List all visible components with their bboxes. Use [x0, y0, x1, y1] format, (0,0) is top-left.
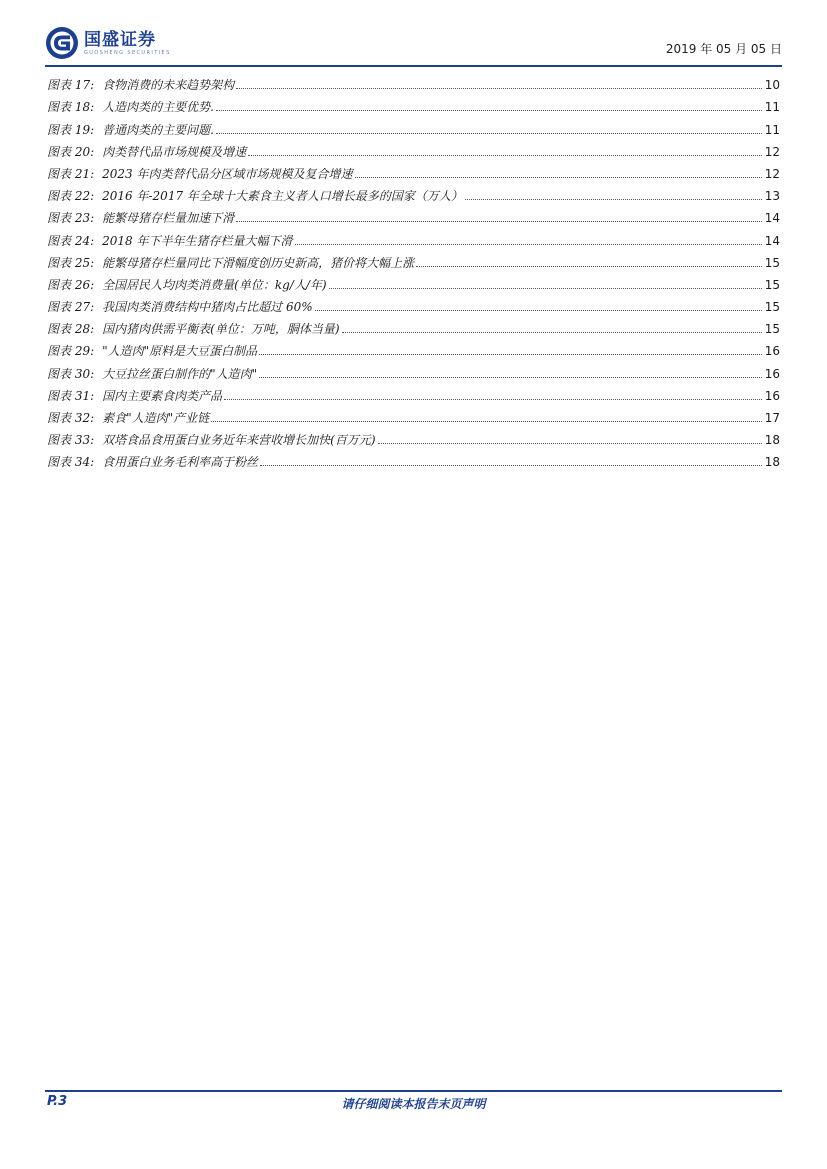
toc-entry[interactable]	[47, 271, 780, 293]
toc-entry-label: 图表 24:	[47, 233, 95, 248]
header-divider	[45, 65, 782, 67]
toc-entry-label: 图表 18:	[47, 100, 95, 115]
toc-entry[interactable]	[47, 71, 780, 93]
toc-entry-page: 11	[764, 100, 780, 115]
toc-entry-title: 能繁母猪存栏量加速下滑	[102, 211, 235, 226]
toc-entry-label: 图表 33:	[47, 433, 95, 448]
disclaimer-note: 请仔细阅读本报告末页声明	[341, 1097, 486, 1111]
toc-entry-title: 2018 年下半年生猪存栏量大幅下滑	[102, 233, 293, 248]
toc-leader-dots	[355, 176, 762, 178]
toc-entry[interactable]	[47, 204, 780, 226]
toc-entry-title: 2016 年-2017 年全球十大素食主义者人口增长最多的国家（万人）	[102, 189, 463, 204]
logo-english-name: GUOSHENG SECURITIES	[84, 49, 171, 56]
logo-chinese-name: 国盛证券	[84, 29, 156, 50]
toc-leader-dots	[216, 132, 762, 134]
report-date: 2019 年 05 月 05 日	[665, 42, 782, 56]
toc-leader-dots	[236, 87, 762, 89]
toc-leader-dots	[211, 420, 762, 422]
toc-entry-title: "人造肉"原料是大豆蛋白制品	[102, 344, 258, 359]
toc-entry-label: 图表 23:	[47, 211, 95, 226]
toc-entry-page: 15	[764, 322, 780, 337]
toc-leader-dots	[295, 243, 762, 245]
toc-entry-title: 我国肉类消费结构中猪肉占比超过 60%	[102, 300, 313, 315]
toc-entry-page: 18	[764, 455, 780, 470]
toc-leader-dots	[315, 309, 762, 311]
toc-entry-title: 肉类替代品市场规模及增速	[102, 144, 247, 159]
toc-entry-label: 图表 32:	[47, 411, 95, 425]
toc-entry-page: 12	[764, 144, 780, 159]
toc-entry-title: 人造肉类的主要优势.	[102, 100, 214, 115]
toc-entry-page: 15	[764, 277, 780, 292]
toc-entry-page: 16	[764, 344, 780, 359]
toc-entry-label: 图表 17:	[47, 78, 95, 93]
guosheng-logo-icon	[45, 26, 79, 60]
toc-entry-page: 12	[764, 166, 780, 181]
toc-entry-title: 双塔食品食用蛋白业务近年来营收增长加快(百万元)	[102, 433, 376, 448]
toc-entry-page: 18	[764, 433, 780, 448]
toc-entry-label: 图表 34:	[47, 455, 95, 470]
toc-entry-label: 图表 31:	[47, 388, 95, 403]
toc-entry-page: 11	[764, 122, 780, 137]
toc-entry-label: 图表 21:	[47, 166, 95, 181]
toc-entry[interactable]	[47, 426, 780, 448]
toc-entry-page: 16	[764, 388, 780, 403]
toc-entry-label: 图表 25:	[47, 255, 95, 270]
toc-entry[interactable]	[47, 293, 780, 315]
toc-entry-title: 素食"人造肉"产业链	[102, 411, 210, 425]
toc-leader-dots	[224, 398, 762, 400]
toc-entry-title: 2023 年肉类替代品分区域市场规模及复合增速	[102, 166, 353, 181]
toc-entry-page: 17	[764, 411, 780, 425]
toc-entry[interactable]	[47, 138, 780, 160]
toc-leader-dots	[342, 331, 762, 333]
toc-leader-dots	[248, 154, 762, 156]
company-logo	[45, 26, 171, 60]
toc-entry-title: 普通肉类的主要问题.	[102, 122, 214, 137]
toc-entry-page: 14	[764, 211, 780, 226]
toc-entry[interactable]	[47, 404, 780, 426]
toc-entry-page: 16	[764, 366, 780, 381]
toc-entry-page: 14	[764, 233, 780, 248]
toc-leader-dots	[216, 109, 762, 111]
toc-entry-label: 图表 20:	[47, 144, 95, 159]
toc-entry-page: 15	[764, 300, 780, 315]
toc-leader-dots	[465, 198, 762, 200]
toc-entry-title: 食物消费的未来趋势架构	[102, 78, 235, 93]
toc-leader-dots	[329, 287, 762, 289]
toc-entry-page: 10	[764, 78, 780, 93]
toc-entry[interactable]	[47, 382, 780, 404]
toc-leader-dots	[378, 442, 762, 444]
footer-divider	[45, 1090, 782, 1092]
toc-entry-title: 全国居民人均肉类消费量(单位：kg/人/年)	[102, 277, 327, 292]
toc-leader-dots	[236, 220, 762, 222]
toc-entry-label: 图表 26:	[47, 277, 95, 292]
toc-entry-label: 图表 30:	[47, 366, 95, 381]
toc-entry-label: 图表 28:	[47, 322, 95, 337]
toc-entry-page: 13	[764, 189, 780, 204]
toc-entry[interactable]	[47, 226, 780, 248]
toc-entry[interactable]	[47, 160, 780, 182]
toc-entry-title: 食用蛋白业务毛利率高于粉丝	[102, 455, 259, 470]
page-header	[45, 22, 782, 64]
toc-entry-title: 国内猪肉供需平衡表(单位：万吨，胴体当量)	[102, 322, 340, 337]
toc-entry-label: 图表 22:	[47, 189, 95, 204]
figure-list	[47, 71, 780, 470]
toc-leader-dots	[259, 353, 762, 355]
toc-entry[interactable]	[47, 115, 780, 137]
toc-entry[interactable]	[47, 93, 780, 115]
toc-entry-title: 国内主要素食肉类产品	[102, 388, 223, 403]
toc-entry-label: 图表 27:	[47, 300, 95, 315]
toc-leader-dots	[416, 265, 762, 267]
toc-leader-dots	[259, 376, 762, 378]
toc-leader-dots	[260, 464, 762, 466]
toc-entry-label: 图表 19:	[47, 122, 95, 137]
toc-entry[interactable]	[47, 315, 780, 337]
toc-entry[interactable]	[47, 448, 780, 470]
toc-entry-page: 15	[764, 255, 780, 270]
toc-entry-title: 能繁母猪存栏量同比下滑幅度创历史新高，猪价将大幅上涨	[102, 255, 415, 270]
page-number: P.3	[47, 1094, 68, 1109]
toc-entry-label: 图表 29:	[47, 344, 95, 359]
toc-entry[interactable]	[47, 182, 780, 204]
toc-entry-title: 大豆拉丝蛋白制作的"人造肉"	[102, 366, 258, 381]
toc-entry[interactable]	[47, 337, 780, 359]
toc-entry[interactable]	[47, 359, 780, 381]
toc-entry[interactable]	[47, 249, 780, 271]
